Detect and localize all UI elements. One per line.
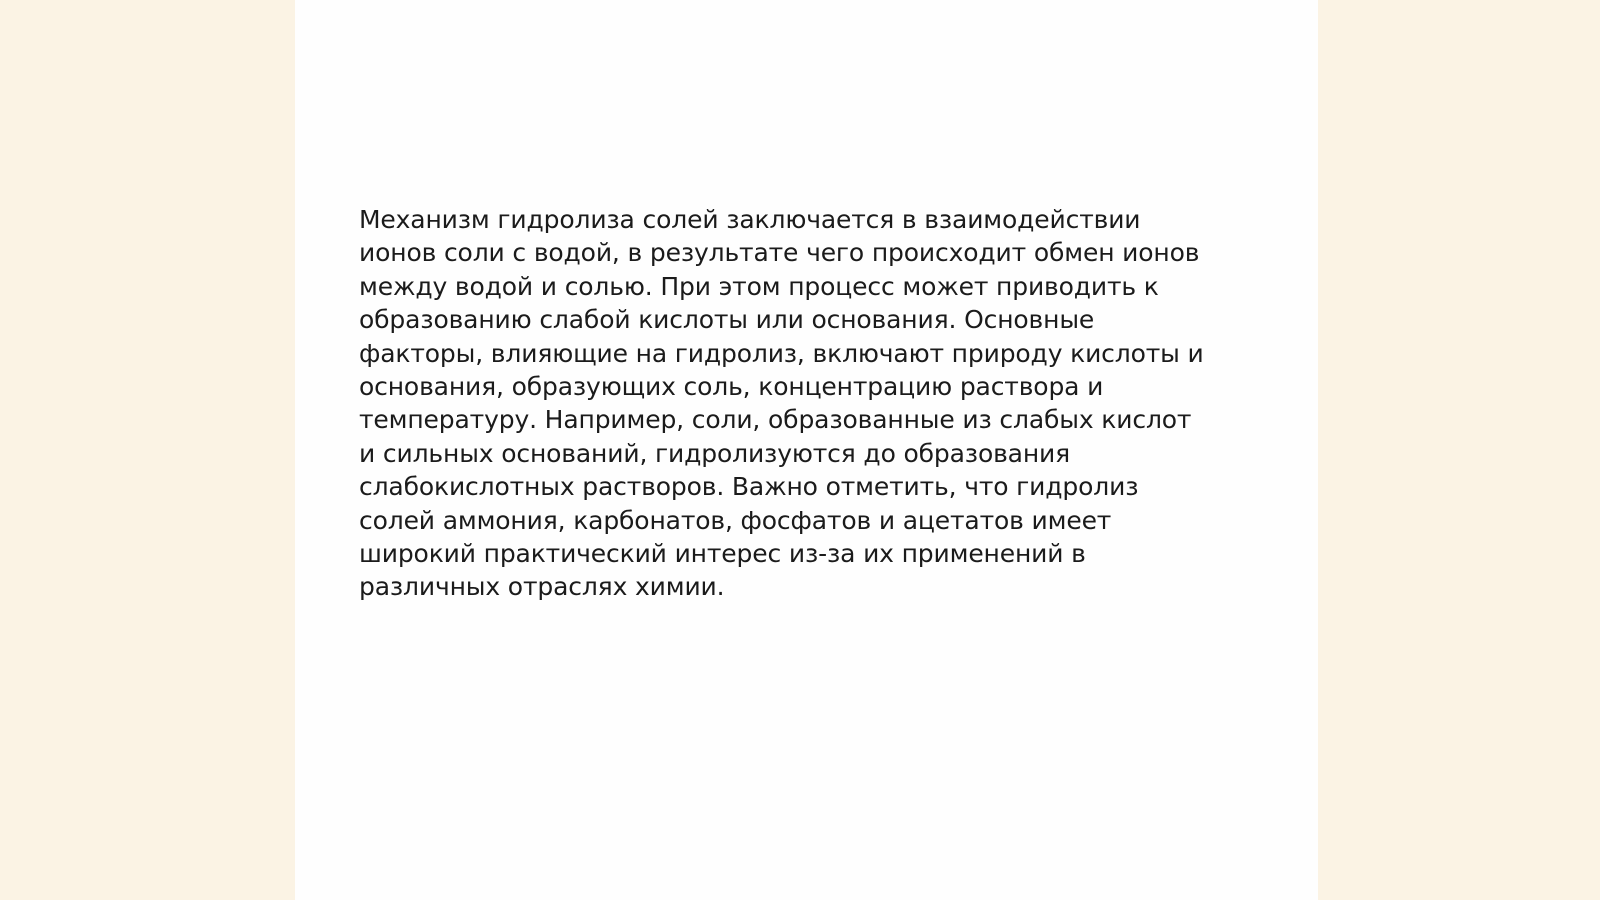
slide-canvas <box>295 0 1318 900</box>
slide-paragraph: Механизм гидролиза солей заключается в взаимодействии ионов соли с водой, в результате чего происходит обмен ионов между водой и солью. При этом процесс может приводить к образованию слабой кислоты или основания. Основные факторы, влияющие на гидролиз, включают природу кислоты и основания, образующих соль, концентрацию раствора и температуру. Например, соли, образованные из слабых кислот и сильных оснований, гидролизуются до образования слабокислотных растворов. Важно отметить, что гидролиз солей аммония, карбонатов, фосфатов и ацетатов имеет широкий практический интерес из-за их применений в различных отраслях химии. <box>359 205 1204 602</box>
left-margin-background <box>0 0 295 900</box>
right-margin-background <box>1318 0 1600 900</box>
